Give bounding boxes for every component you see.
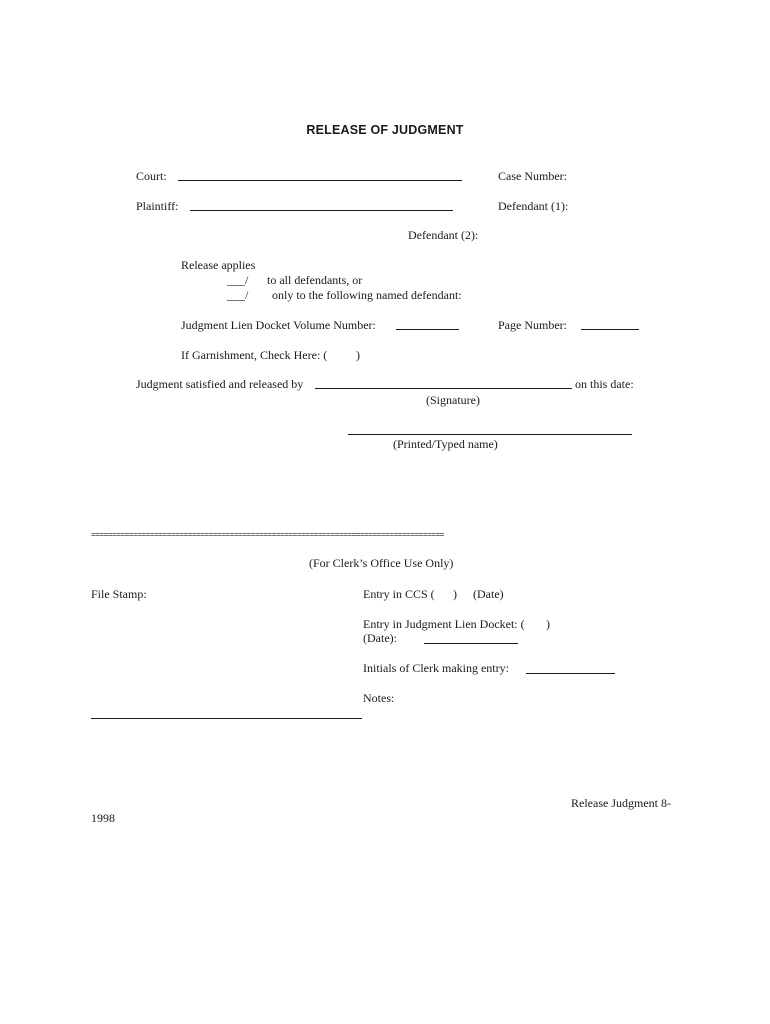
page-title: RELEASE OF JUDGMENT	[306, 123, 464, 137]
on-this-date-label: on this date:	[575, 377, 634, 391]
clerk-initials-label: Initials of Clerk making entry:	[363, 661, 509, 675]
page-number-label: Page Number:	[498, 318, 567, 332]
entry-docket-checkbox-close[interactable]: )	[546, 617, 550, 631]
entry-ccs-label: Entry in CCS (	[363, 587, 435, 601]
garnishment-checkbox-close[interactable]: )	[356, 348, 360, 362]
entry-ccs-checkbox-close[interactable]: )	[453, 587, 457, 601]
option-named-defendant-blank[interactable]: ___/	[227, 288, 249, 302]
plaintiff-field-line[interactable]	[190, 210, 453, 211]
footer-form-id: Release Judgment 8-	[571, 796, 671, 810]
entry-docket-date-field-line[interactable]	[424, 643, 518, 644]
option-all-defendants-blank[interactable]: ___/	[227, 273, 249, 287]
clerk-initials-field-line[interactable]	[526, 673, 615, 674]
option-all-defendants-text: to all defendants, or	[267, 273, 363, 287]
docket-volume-label: Judgment Lien Docket Volume Number:	[181, 318, 376, 332]
entry-docket-date-label: (Date):	[363, 631, 397, 645]
satisfied-by-field-line[interactable]	[315, 388, 572, 389]
clerk-use-heading: (For Clerk’s Office Use Only)	[309, 556, 454, 570]
garnishment-label: If Garnishment, Check Here: (	[181, 348, 328, 362]
defendant-2-label: Defendant (2):	[408, 228, 479, 242]
case-number-label: Case Number:	[498, 169, 567, 183]
entry-docket-label: Entry in Judgment Lien Docket: (	[363, 617, 525, 631]
notes-label: Notes:	[363, 691, 395, 705]
plaintiff-label: Plaintiff:	[136, 199, 179, 213]
file-stamp-field-line[interactable]	[91, 718, 362, 719]
court-field-line[interactable]	[178, 180, 462, 181]
defendant-1-label: Defendant (1):	[498, 199, 569, 213]
satisfied-released-label: Judgment satisfied and released by	[136, 377, 304, 391]
footer-form-year: 1998	[91, 811, 115, 825]
court-label: Court:	[136, 169, 167, 183]
section-divider: ====================================================================================	[91, 531, 444, 540]
option-named-defendant-text: only to the following named defendant:	[272, 288, 462, 302]
file-stamp-label: File Stamp:	[91, 587, 147, 601]
release-applies-label: Release applies	[181, 258, 256, 272]
page-number-field-line[interactable]	[581, 329, 639, 330]
printed-name-caption: (Printed/Typed name)	[393, 437, 498, 451]
entry-ccs-date-label: (Date)	[473, 587, 504, 601]
printed-name-field-line[interactable]	[348, 434, 632, 435]
docket-volume-field-line[interactable]	[396, 329, 459, 330]
signature-caption: (Signature)	[426, 393, 480, 407]
